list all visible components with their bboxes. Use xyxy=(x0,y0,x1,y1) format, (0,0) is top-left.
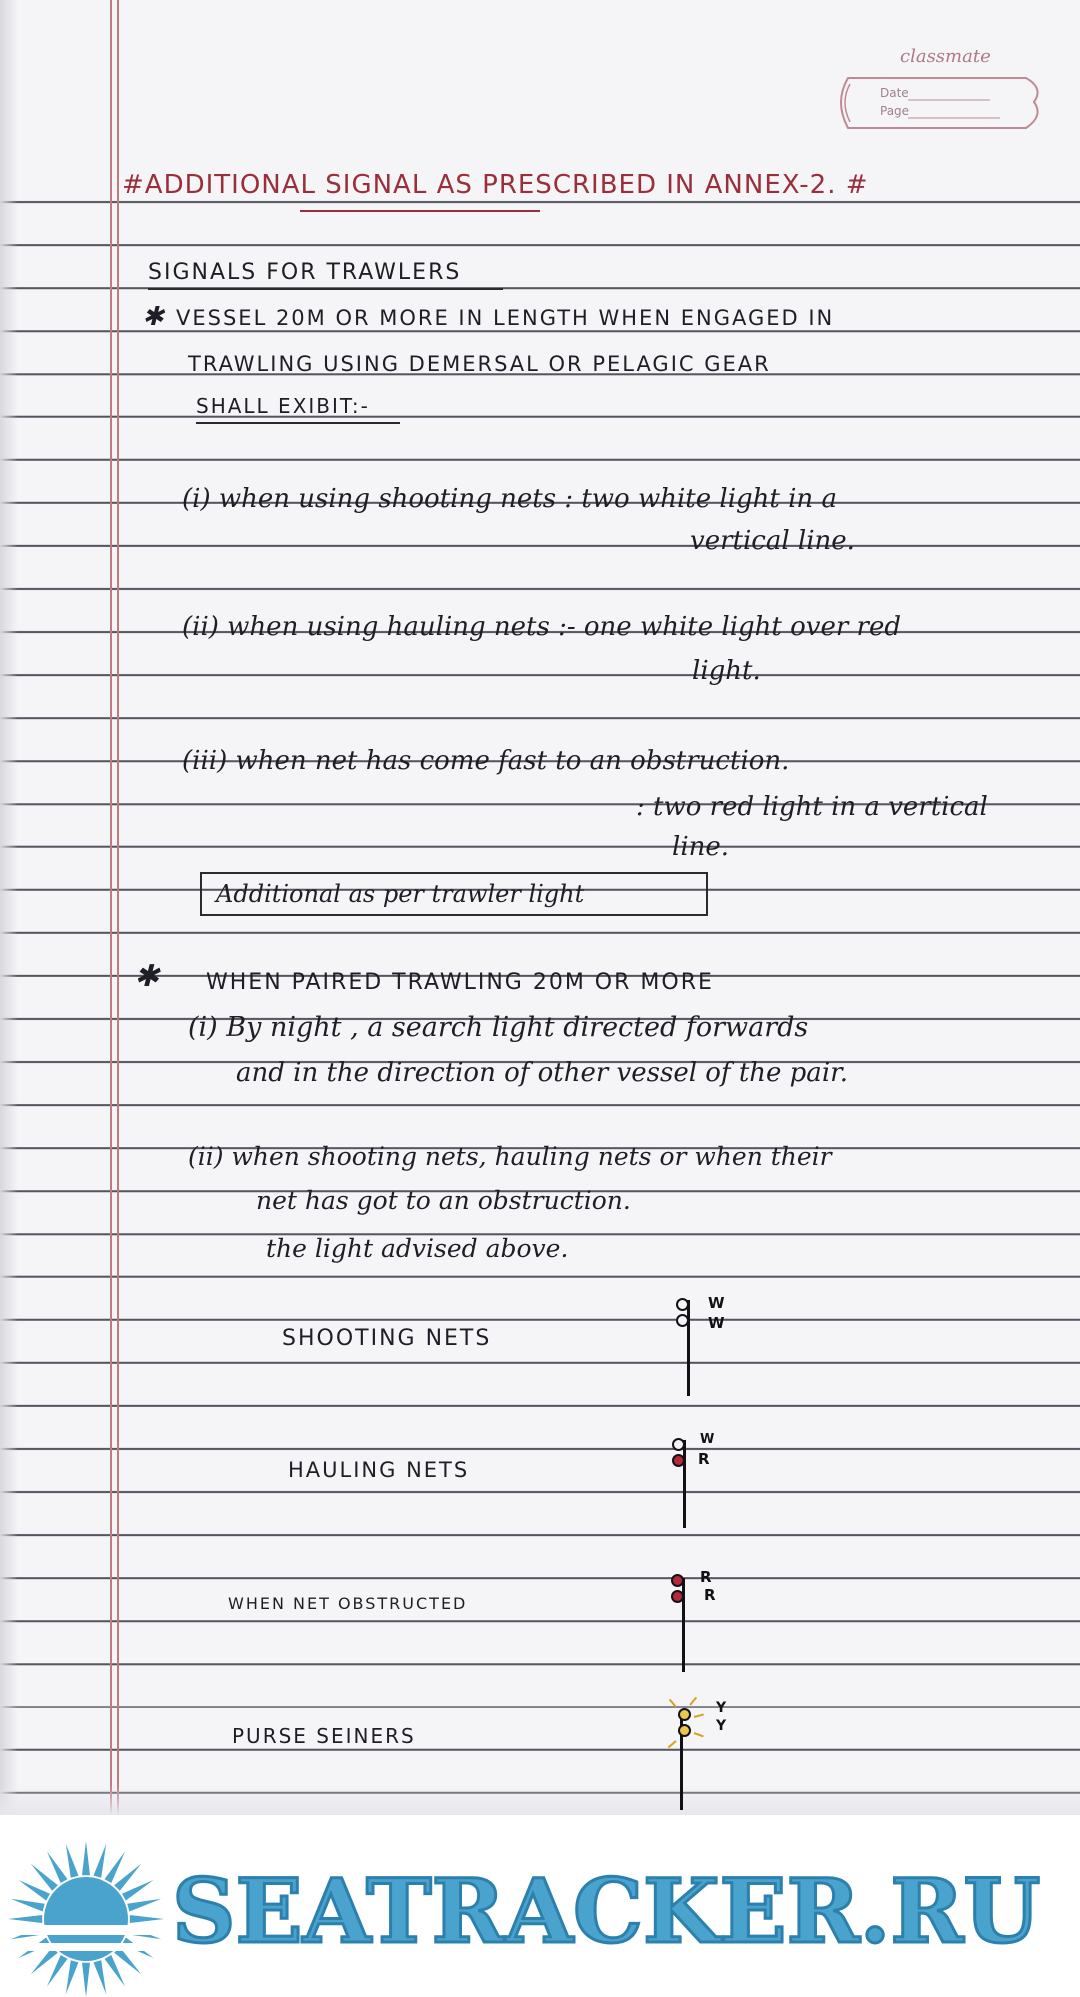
red-light-icon xyxy=(671,1574,684,1587)
list-item-continuation: and in the direction of other vessel of the pair. xyxy=(236,1058,848,1088)
white-light-icon xyxy=(672,1438,685,1451)
light-code: W xyxy=(708,1314,725,1332)
mast xyxy=(687,1300,690,1396)
sun-ray xyxy=(94,1844,107,1878)
list-item-continuation: the light advised above. xyxy=(266,1234,569,1263)
sun-ray xyxy=(114,1864,141,1891)
heading-underline xyxy=(148,288,503,290)
diagram-label: PURSE SEINERS xyxy=(232,1724,416,1748)
stamp-page-label: Page xyxy=(880,104,910,118)
light-code: Y xyxy=(716,1700,727,1716)
white-light-icon xyxy=(676,1298,689,1311)
diagram-label: SHOOTING NETS xyxy=(282,1326,492,1351)
light-code: R xyxy=(698,1450,710,1468)
light-code: W xyxy=(708,1294,725,1312)
mast xyxy=(683,1440,686,1528)
sun-ray xyxy=(66,1844,79,1878)
sun-ray xyxy=(127,1899,161,1912)
list-item: (iii) when net has come fast to an obstruction. xyxy=(182,746,790,776)
watermark-banner xyxy=(0,1815,1080,1997)
sun-ray xyxy=(31,1947,58,1974)
sun-ray xyxy=(31,1864,58,1891)
light-code: R xyxy=(704,1586,716,1604)
binding-shadow xyxy=(0,0,18,1815)
rule-underline xyxy=(196,422,400,424)
boxed-note-text: Additional as per trawler light xyxy=(216,880,585,908)
red-light-icon xyxy=(671,1590,684,1603)
sun-ray xyxy=(11,1899,45,1912)
rule-text-line: TRAWLING USING DEMERSAL OR PELAGIC GEAR xyxy=(188,352,771,376)
sun-logo-icon xyxy=(6,1839,166,1997)
sun-ray xyxy=(114,1947,141,1974)
sun-ray xyxy=(47,1852,68,1884)
stamp-date-label: Date xyxy=(880,86,909,100)
yellow-light-icon xyxy=(678,1708,691,1721)
title-underline xyxy=(300,210,540,212)
white-light-icon xyxy=(676,1314,689,1327)
classmate-stamp xyxy=(830,46,1052,138)
light-code: Y xyxy=(716,1718,727,1734)
red-light-icon xyxy=(672,1454,685,1467)
page-edge xyxy=(0,1785,1080,1815)
sun-ray xyxy=(8,1915,42,1923)
list-item: (ii) when using hauling nets :- one white light over red xyxy=(182,612,901,642)
diagram-label: HAULING NETS xyxy=(288,1458,470,1482)
bullet-icon: ✱ xyxy=(134,959,160,994)
boxed-note xyxy=(200,872,708,916)
list-item-continuation: net has got to an obstruction. xyxy=(256,1186,631,1215)
yellow-light-icon xyxy=(678,1724,691,1737)
section-heading: WHEN PAIRED TRAWLING 20M OR MORE xyxy=(206,970,714,995)
stamp-brand: classmate xyxy=(900,46,991,67)
sun-ray xyxy=(94,1960,107,1994)
list-item: (i) By night , a search light directed forwards xyxy=(188,1012,809,1043)
list-item-continuation: vertical line. xyxy=(690,526,855,556)
rule-text-line: SHALL EXIBIT:- xyxy=(196,394,370,418)
list-item-continuation: : two red light in a vertical xyxy=(636,792,988,822)
watermark-text: SEATRACKER.RU xyxy=(172,1859,1041,1963)
list-item-continuation: light. xyxy=(692,656,761,686)
list-item: (ii) when shooting nets, hauling nets or when their xyxy=(188,1142,832,1171)
list-item-continuation: line. xyxy=(672,832,730,862)
sun-ray xyxy=(82,1841,90,1875)
section-heading: SIGNALS FOR TRAWLERS xyxy=(148,260,462,285)
page-title: #ADDITIONAL SIGNAL AS PRESCRIBED IN ANNEX-2. # xyxy=(122,170,869,200)
sun-ray xyxy=(130,1915,164,1923)
margin-line xyxy=(110,0,112,1815)
light-code: R xyxy=(700,1568,712,1586)
sun-ray xyxy=(19,1880,51,1901)
sun-ray xyxy=(105,1852,126,1884)
light-code: W xyxy=(700,1432,715,1447)
rule-text-line: VESSEL 20M OR MORE IN LENGTH WHEN ENGAGED IN xyxy=(176,306,835,330)
bullet-icon: ✱ xyxy=(142,302,164,332)
sun-ray xyxy=(82,1963,90,1997)
sun-ray xyxy=(47,1955,68,1987)
sun-ray xyxy=(66,1960,79,1994)
diagram-label: WHEN NET OBSTRUCTED xyxy=(228,1594,468,1613)
list-item: (i) when using shooting nets : two white light in a xyxy=(182,484,837,514)
sun-ray xyxy=(105,1955,126,1987)
stamp-frame-icon xyxy=(830,68,1052,138)
sun-ray xyxy=(122,1880,154,1901)
margin-line xyxy=(117,0,119,1815)
